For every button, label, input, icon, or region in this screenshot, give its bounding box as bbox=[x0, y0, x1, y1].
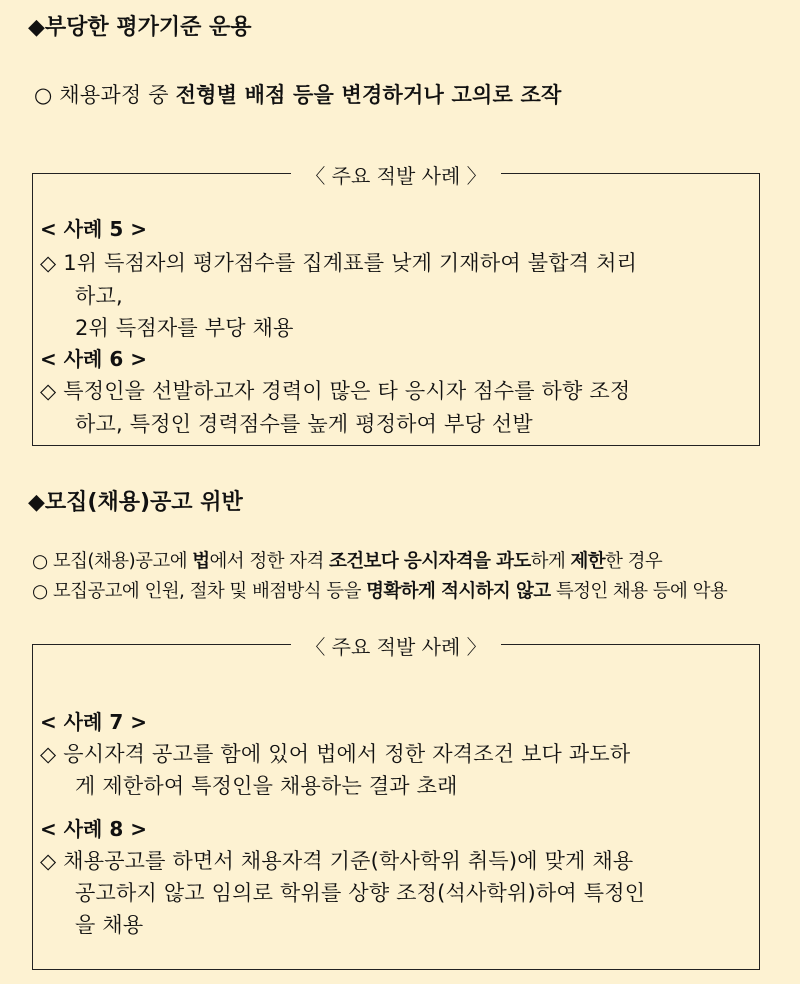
case6-line1: ◇ 특정인을 선발하고자 경력이 많은 타 응시자 점수를 하향 조정 bbox=[40, 379, 631, 403]
bullet-plain-text: 채용과정 중 bbox=[59, 83, 176, 107]
case5-line1: ◇ 1위 득점자의 평가점수를 집계표를 낮게 기재하여 불합격 처리 bbox=[40, 251, 638, 275]
section2-bullet1: ○ 모집(채용)공고에 법에서 정한 자격 조건보다 응시자격을 과도하게 제한한 경우 bbox=[32, 551, 663, 572]
case7-title: < 사례 7 > bbox=[40, 710, 147, 734]
section1-heading: ◆부당한 평가기준 운용 bbox=[28, 15, 252, 40]
case5-line3: 2위 득점자를 부당 채용 bbox=[75, 316, 294, 340]
case5-line2: 하고, bbox=[75, 284, 123, 308]
section2-heading: ◆모집(채용)공고 위반 bbox=[28, 490, 243, 515]
box2-legend: 〈 주요 적발 사례 〉 bbox=[33, 631, 759, 660]
case7-line2: 게 제한하여 특정인을 채용하는 결과 초래 bbox=[75, 774, 458, 798]
bullet-mark: ○ bbox=[34, 83, 53, 107]
case8-line1: ◇ 채용공고를 하면서 채용자격 기준(학사학위 취득)에 맞게 채용 bbox=[40, 849, 634, 873]
case8-line2: 공고하지 않고 임의로 학위를 상향 조정(석사학위)하여 특정인 bbox=[75, 881, 646, 905]
box1-legend: 〈 주요 적발 사례 〉 bbox=[33, 160, 759, 189]
section2-bullet2: ○ 모집공고에 인원, 절차 및 배점방식 등을 명확하게 적시하지 않고 특정인 채용 등에 악용 bbox=[32, 581, 728, 602]
case6-line2: 하고, 특정인 경력점수를 높게 평정하여 부당 선발 bbox=[75, 412, 533, 436]
case8-title: < 사례 8 > bbox=[40, 817, 147, 841]
case7-line1: ◇ 응시자격 공고를 함에 있어 법에서 정한 자격조건 보다 과도하 bbox=[40, 742, 631, 766]
case8-line3: 을 채용 bbox=[75, 913, 144, 937]
section1-bullet bbox=[34, 79, 561, 109]
case5-title: < 사례 5 > bbox=[40, 217, 147, 241]
case6-title: < 사례 6 > bbox=[40, 347, 147, 371]
bullet-bold-text: 전형별 배점 등을 변경하거나 고의로 조작 bbox=[175, 83, 562, 107]
